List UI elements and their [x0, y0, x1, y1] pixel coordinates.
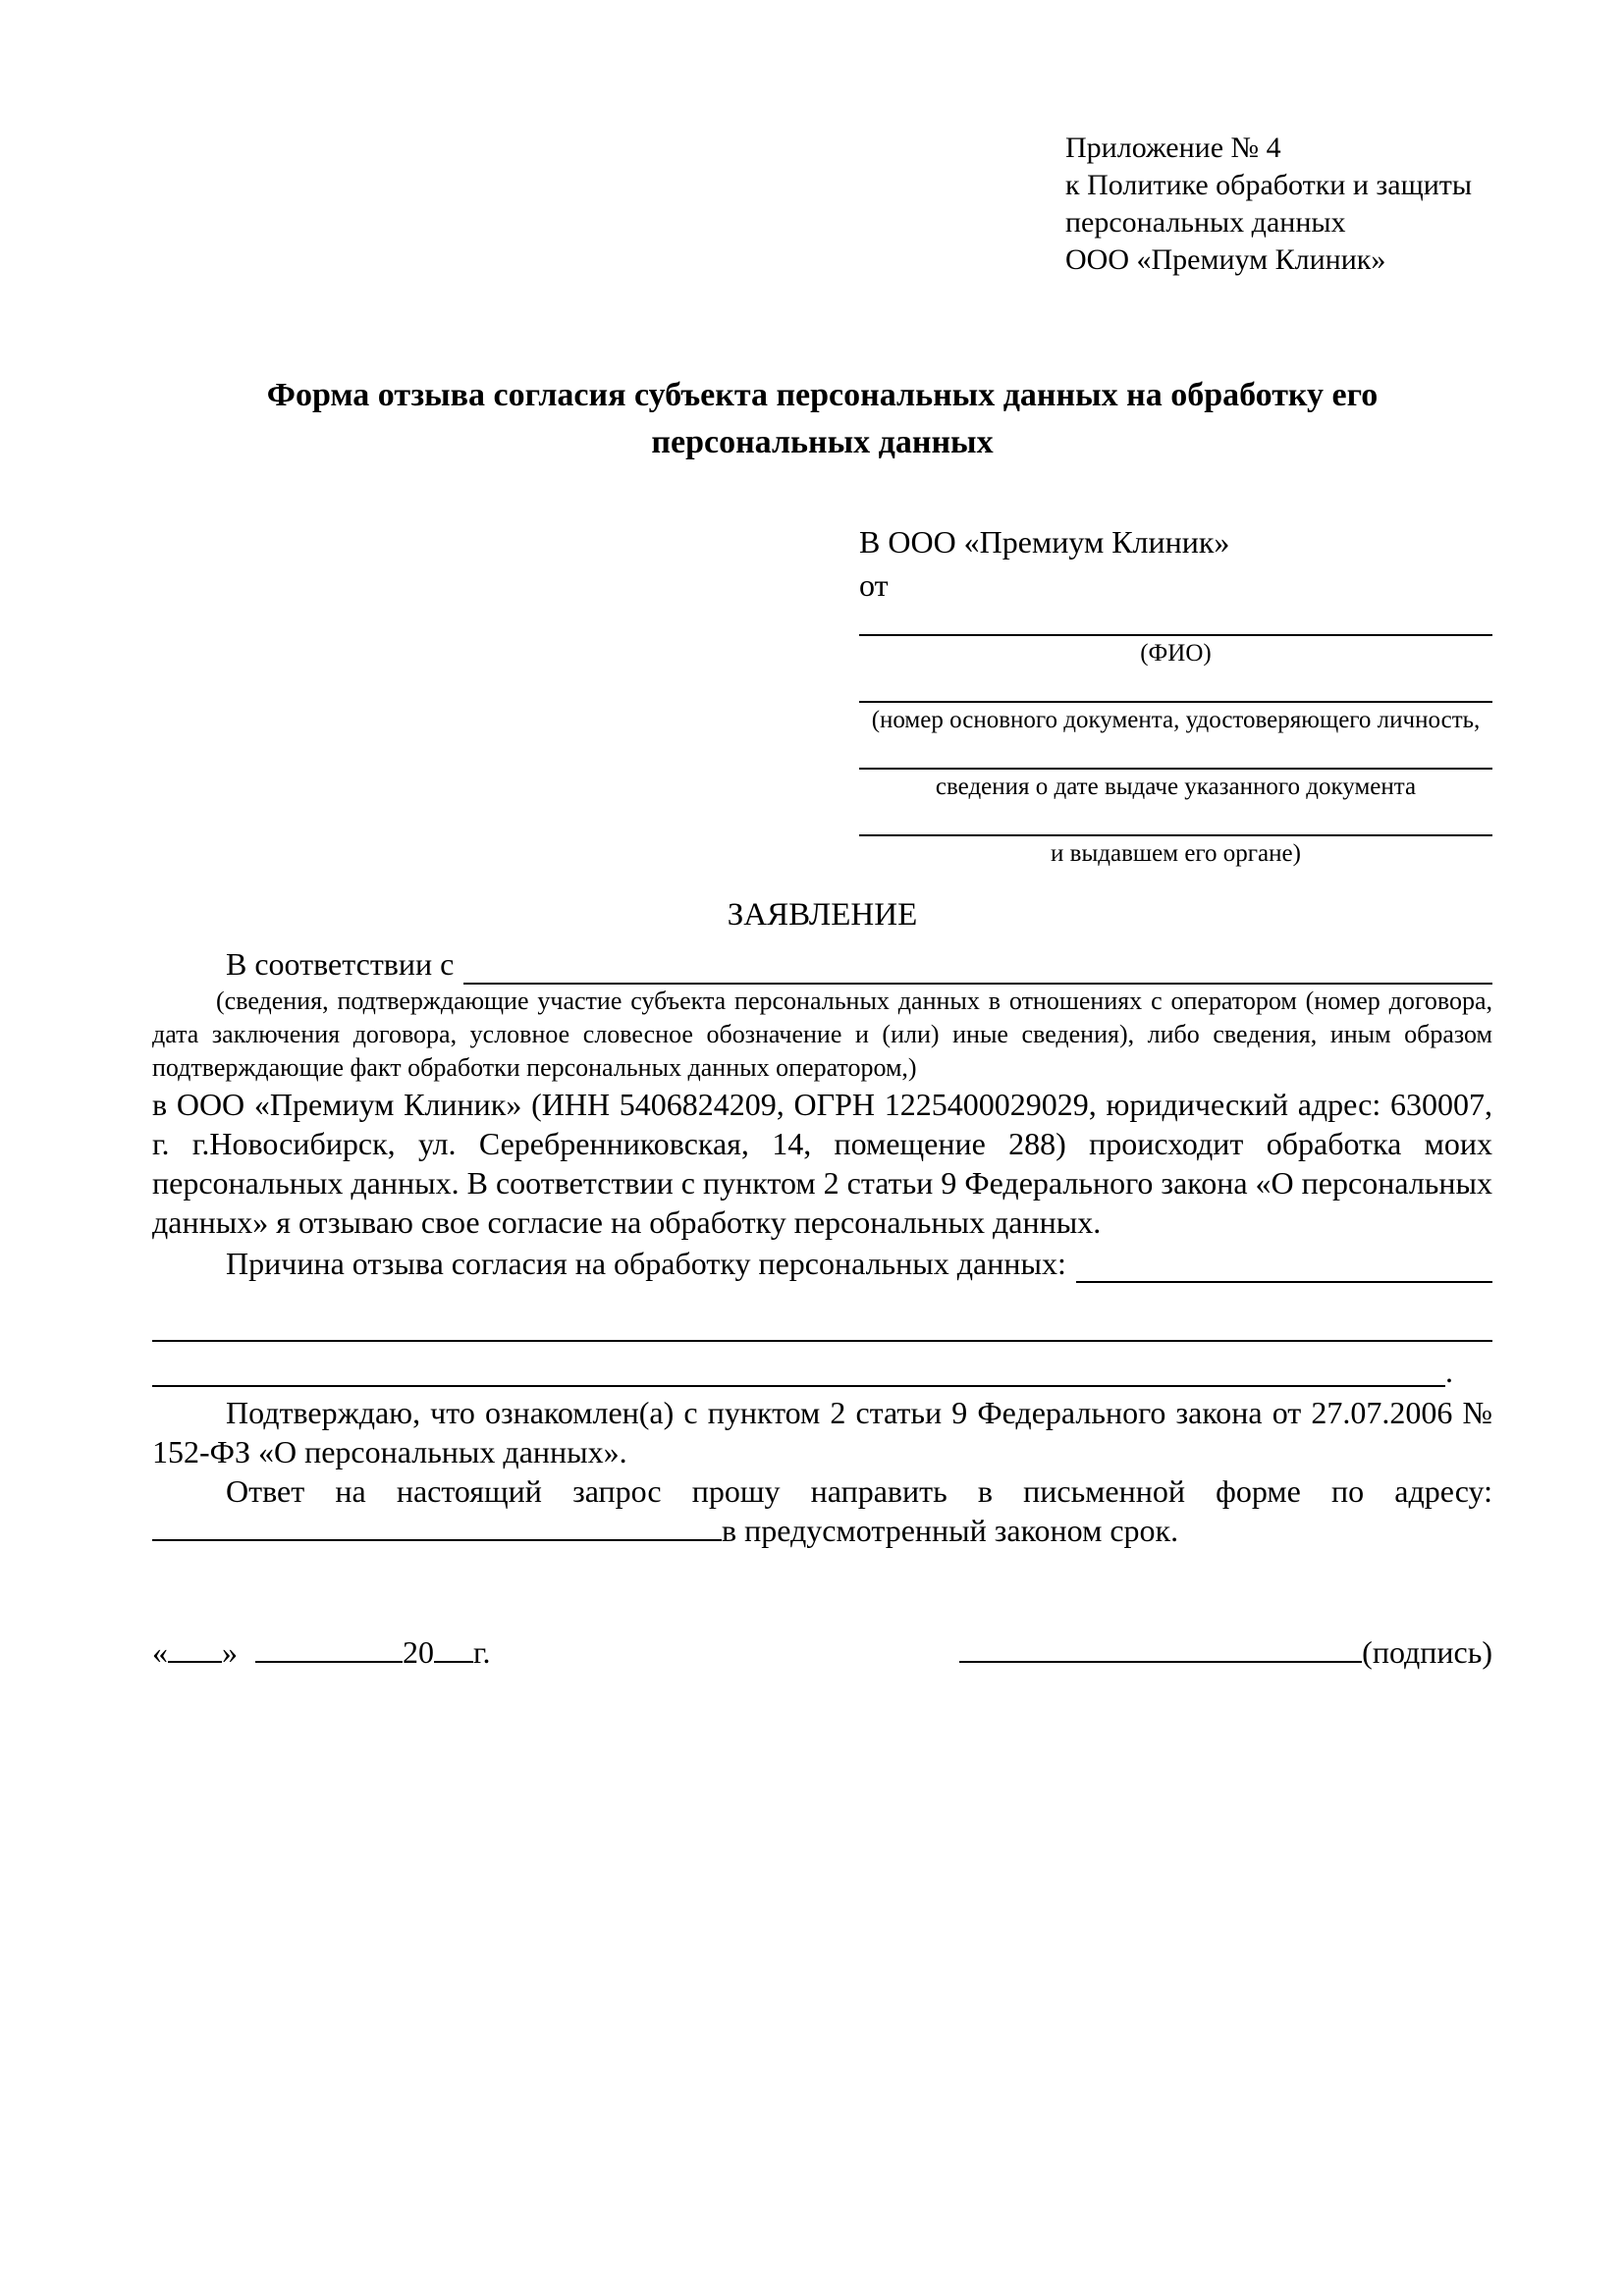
- issuing-authority-caption: и выдавшем его органе): [1051, 840, 1301, 867]
- issue-date-blank-line: [859, 768, 1492, 770]
- signature-blank-line: [959, 1633, 1362, 1663]
- reason-blank-line-2: [152, 1340, 1492, 1342]
- document-number-field: [859, 701, 1492, 735]
- footnote-text: (сведения, подтверждающие участие субъекта персональных данных в отношениях с оператором (номер договора, дата заключения договора, условное словесное обозначение и (или) иные сведения), либо сведения, иным образом подтверждающие факт обработки персональных данных оператором,): [152, 987, 1492, 1082]
- appendix-line: ООО «Премиум Клиник»: [1065, 243, 1386, 276]
- date-year-prefix: 20: [403, 1634, 434, 1670]
- issue-date-caption: сведения о дате выдаче указанного документа: [935, 774, 1417, 800]
- fio-field: [859, 634, 1492, 668]
- appendix-line: к Политике обработки и защиты: [1065, 169, 1473, 201]
- reason-label: Причина отзыва согласия на обработку персональных данных:: [226, 1246, 1066, 1281]
- date-signature-row: [152, 1632, 1492, 1672]
- accordance-blank-line: [463, 951, 1492, 985]
- reply-paragraph: [152, 1471, 1492, 1550]
- body-paragraph: в ООО «Премиум Клиник» (ИНН 5406824209, ОГРН 1225400029029, юридический адрес: 630007, г. г.Новосибирск, ул. Серебренниковская, 14, помещение 288) происходит обработка моих персональных данных. В соответствии с пунктом 2 статьи 9 Федерального закона «О персональных данных» я отзываю свое согласие на обработку персональных данных.: [152, 1087, 1492, 1240]
- fio-blank-line: [859, 634, 1492, 636]
- date-year-suffix: г.: [473, 1634, 491, 1670]
- addressee-from-label: от: [859, 567, 889, 603]
- document-number-blank-line: [859, 701, 1492, 703]
- issue-date-field: [859, 768, 1492, 802]
- accordance-label: В соответствии с: [226, 946, 455, 982]
- date-open-quote: «: [152, 1634, 168, 1670]
- confirmation-paragraph: Подтверждаю, что ознакомлен(а) с пунктом 2 статьи 9 Федерального закона от 27.07.2006 № 152-ФЗ «О персональных данных».: [152, 1395, 1492, 1469]
- accordance-row: [152, 943, 1492, 985]
- reason-blank-row-3: [152, 1356, 1492, 1387]
- appendix-line: персональных данных: [1065, 206, 1346, 239]
- reply-address-blank-line: [152, 1512, 722, 1541]
- date-close-quote: »: [222, 1634, 238, 1670]
- document-number-caption: (номер основного документа, удостоверяющего личность,: [871, 707, 1481, 733]
- reply-tail-text: в предусмотренный законом срок.: [722, 1513, 1179, 1548]
- appendix-block: [1065, 130, 1492, 279]
- fio-caption: (ФИО): [1140, 640, 1212, 667]
- date-year-blank-line: [434, 1633, 473, 1663]
- reason-blank-line-3: [152, 1356, 1445, 1387]
- document-title: Форма отзыва согласия субъекта персональных данных на обработку его персональных данных: [266, 377, 1379, 460]
- issuing-authority-blank-line: [859, 834, 1492, 836]
- issuing-authority-field: [859, 834, 1492, 869]
- addressee-to: В ООО «Премиум Клиник»: [859, 524, 1230, 560]
- statement-heading: ЗАЯВЛЕНИЕ: [727, 897, 918, 933]
- signature-group: [959, 1632, 1492, 1672]
- appendix-line: Приложение № 4: [1065, 132, 1281, 164]
- trailing-period: .: [1445, 1354, 1453, 1389]
- date-month-blank-line: [255, 1633, 403, 1663]
- addressee-block: [859, 520, 1492, 869]
- date-day-blank-line: [168, 1633, 222, 1663]
- date-group: [152, 1632, 491, 1672]
- reply-request-text: Ответ на настоящий запрос прошу направить в письменной форме по адресу:: [226, 1473, 1492, 1509]
- signature-caption: (подпись): [1362, 1634, 1492, 1670]
- reason-row: [152, 1244, 1492, 1283]
- reason-blank-line: [1076, 1250, 1492, 1283]
